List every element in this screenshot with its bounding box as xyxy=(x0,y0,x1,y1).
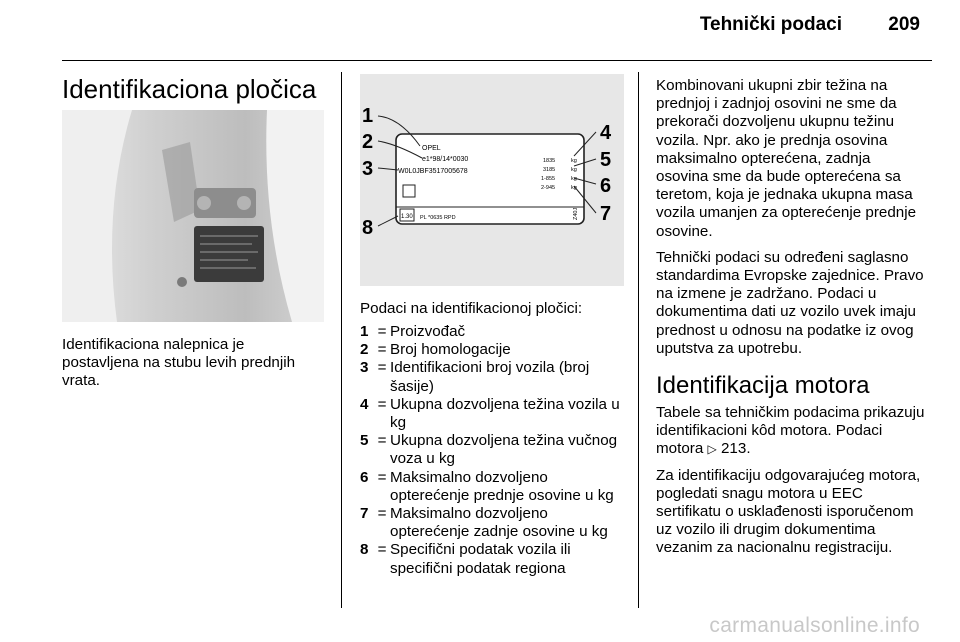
header-rule xyxy=(62,60,932,61)
header-title: Tehnički podaci xyxy=(699,14,842,35)
legend-equals: = xyxy=(377,432,387,450)
legend-number: 2 xyxy=(360,341,369,359)
legend-number: 4 xyxy=(360,395,369,413)
plate-weight-value: 1-855 xyxy=(541,176,556,182)
legend-item xyxy=(360,432,628,468)
legend-item xyxy=(360,396,628,432)
plate-vin: W0L0JBF3517005678 xyxy=(398,168,468,175)
callout-number: 4 xyxy=(600,122,612,144)
callout-number: 6 xyxy=(600,175,612,197)
legend-equals: = xyxy=(377,359,387,377)
legend-item xyxy=(360,541,628,577)
id-plate-diagram xyxy=(360,74,624,286)
watermark: carmanualsonline.info xyxy=(709,614,920,637)
door-pillar-photo xyxy=(62,110,324,322)
door-pillar-illustration xyxy=(62,110,324,322)
legend-text: Ukupna dozvoljena težina vozila u kg xyxy=(390,395,620,432)
callout-number: 8 xyxy=(362,217,374,239)
legend-item xyxy=(360,341,628,359)
plate-weight-unit: kg xyxy=(571,176,577,182)
arrow-ref-icon[interactable]: ▷ xyxy=(707,442,717,457)
legend-text: Specifični podatak vozila ili specifični podatak regiona xyxy=(390,541,571,577)
legend-number: 7 xyxy=(360,505,369,523)
plate-code-box: 1.30 xyxy=(401,214,413,220)
page-reference-link[interactable]: 213. xyxy=(720,440,751,458)
callout-number: 3 xyxy=(362,158,374,180)
callout-number: 1 xyxy=(362,105,374,127)
legend-item xyxy=(360,359,628,395)
plate-weight-unit: kg xyxy=(571,185,577,191)
page-header xyxy=(0,0,960,62)
legend-text: Identifikacioni broj vozila (broj šasije) xyxy=(390,359,590,395)
plate-weight-value: 2-945 xyxy=(541,185,556,191)
legend-equals: = xyxy=(377,341,387,359)
callout-number: 2 xyxy=(362,131,374,153)
legend-number: 1 xyxy=(360,323,369,340)
plate-weight-unit: kg xyxy=(571,167,577,173)
legend-number: 3 xyxy=(360,359,369,377)
id-plate-drawing xyxy=(360,74,624,286)
paragraph-axle-weight: Kombinovani ukupni zbir težina na prednjoj i zadnjoj osovini ne sme da prekorači dozvoljenu ukupnu težinu vozila. Npr. ako je prednja osovina maksimalno opterećena, zadnja osovina sme da bude opterećena sa teretom, koja je jednaka ukupna masa vozila umanjen za opterećenje prednje osovine. xyxy=(656,77,917,240)
paragraph-engine-tables xyxy=(656,404,926,459)
column-3 xyxy=(656,77,926,558)
plate-brand: OPEL xyxy=(422,145,441,152)
legend-item xyxy=(360,323,628,341)
legend-equals: = xyxy=(377,505,387,523)
legend-number: 8 xyxy=(360,541,369,559)
plate-paint-code: PL *0635 RPD xyxy=(420,215,456,221)
legend-equals: = xyxy=(377,468,387,486)
legend-equals: = xyxy=(377,395,387,413)
legend-text: Maksimalno dozvoljeno opterećenje prednje osovine u kg xyxy=(390,468,614,504)
plate-weight-unit: kg xyxy=(571,158,577,164)
column-divider-1 xyxy=(341,72,342,608)
plate-side-code: Z40J xyxy=(573,207,579,220)
legend-equals: = xyxy=(377,541,387,559)
legend-text: Maksimalno dozvoljeno opterećenje zadnje osovine u kg xyxy=(390,505,608,541)
paragraph-engine-power: Za identifikaciju odgovarajućeg motora, pogledati snagu motora u EEC sertifikatu o usklađenosti isporučenom uz vozilo ili drugim dokumentima vezanim za nacionalnu registraciju. xyxy=(656,466,921,557)
page-number: 209 xyxy=(888,14,920,35)
column-1 xyxy=(62,70,330,104)
plate-weight-value: 1835 xyxy=(543,158,556,164)
legend-text: Broj homologacije xyxy=(390,341,511,359)
engine-id-heading: Identifikacija motora xyxy=(656,372,870,400)
column-divider-2 xyxy=(638,72,639,608)
legend-equals: = xyxy=(377,323,387,340)
legend-number: 6 xyxy=(360,468,369,486)
paragraph-standards: Tehnički podaci su određeni saglasno standardima Evropske zajednice. Pravo na izmene je zadržano. Podaci u dokumentima dati uz vozilo uvek imaju prednost u odnosu na podatke iz ovog uputstva za upotrebu. xyxy=(656,248,924,357)
legend-intro: Podaci na identifikacionoj pločici: xyxy=(360,300,583,317)
photo-caption: Identifikaciona nalepnica je postavljena na stubu levih prednjih vrata. xyxy=(62,336,296,390)
callout-number: 7 xyxy=(600,203,612,225)
plate-weight-value: 3185 xyxy=(543,167,556,173)
section-heading: Identifikaciona pločica xyxy=(62,74,317,104)
callout-number: 5 xyxy=(600,149,612,171)
legend-item xyxy=(360,469,628,505)
legend-item xyxy=(360,505,628,541)
engine-tables-text: Tabele sa tehničkim podacima prikazuju identifikacioni kôd motora. Podaci motora xyxy=(656,404,925,458)
legend-list xyxy=(360,323,628,578)
plate-approval-number: e1*98/14*0030 xyxy=(422,156,469,163)
legend-number: 5 xyxy=(360,432,369,450)
legend-text: Proizvođač xyxy=(390,323,466,340)
legend-text: Ukupna dozvoljena težina vučnog voza u kg xyxy=(390,432,618,468)
